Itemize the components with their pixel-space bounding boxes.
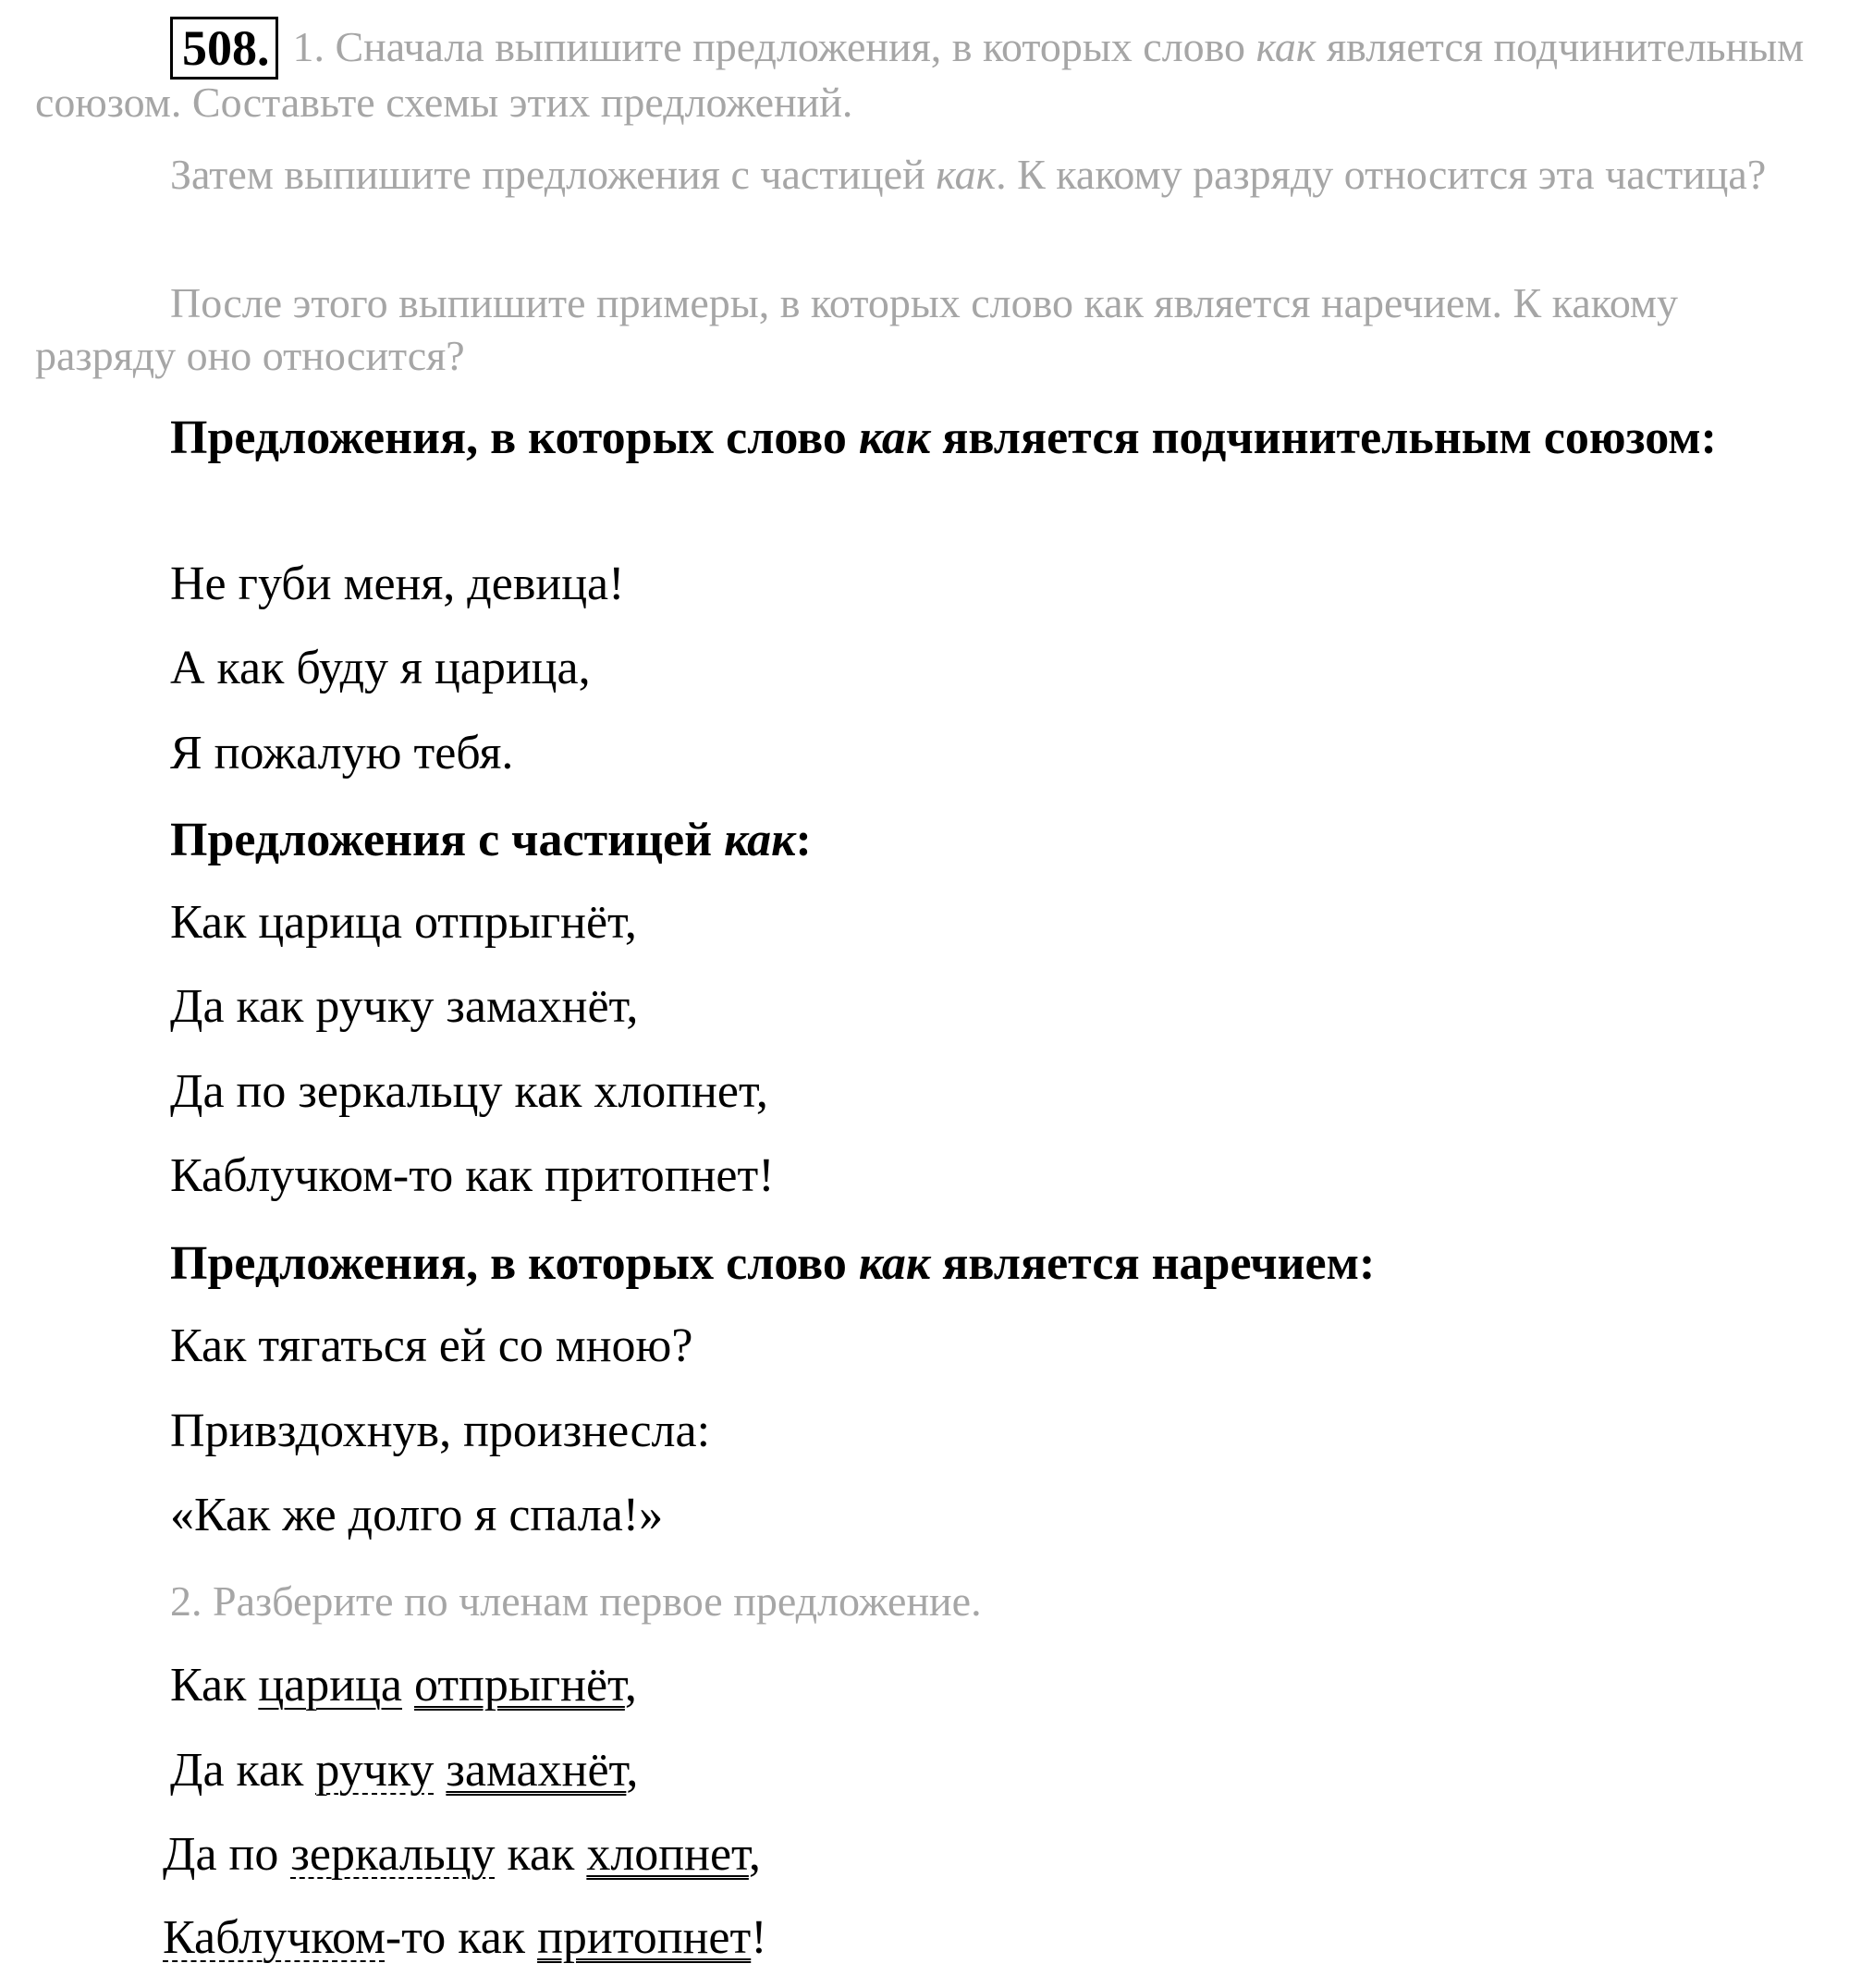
section-3-line: «Как же долго я спала!» [170,1489,664,1541]
predicate-word: хлопнет [586,1828,749,1881]
section-1-line: А как буду я царица, [170,642,591,694]
object-word: ручку [315,1744,435,1797]
parsing-word: -то как [385,1911,538,1964]
section-2-line: Каблучком-то как притопнет! [170,1149,775,1202]
parsing-word: Как [170,1659,259,1712]
parsing-space [434,1744,446,1797]
task-1 [35,13,1819,129]
predicate-word: замахнёт [446,1744,627,1797]
section-2-line: Как царица отпрыгнёт, [170,896,637,949]
exercise-number: 508. [170,17,278,80]
parsing-line-1 [170,1658,637,1713]
predicate-word: отпрыгнёт [414,1659,625,1712]
section-1-heading-kak: как [858,411,931,464]
parsing-punct: , [624,1659,637,1712]
circumstance-word: Каблучком [163,1911,386,1964]
section-3-heading-b: является наречием: [930,1237,1376,1290]
task-2 [35,148,1819,201]
section-1-line: Не губи меня, девица! [170,558,625,610]
task-2-text-b: . К какому разряду относится эта частица? [996,151,1767,198]
parsing-line-3 [163,1827,761,1883]
task-4: 2. Разберите по членам первое предложение. [170,1577,982,1625]
parsing-word: как [495,1828,587,1881]
section-2-line: Да по зеркальцу как хлопнет, [170,1065,768,1118]
task-2-text-a: Затем выпишите предложения с частицей [170,151,937,198]
section-2-heading-a: Предложения с частицей [170,814,725,866]
section-1-heading-b: является подчинительным союзом: [930,411,1717,464]
parsing-word: Да как [170,1744,316,1797]
task-1-text-b: является подчинительным союзом. Составьте схемы этих предложений. [35,23,1805,126]
section-3-heading [170,1233,1375,1295]
section-3-line: Как тягаться ей со мною? [170,1319,693,1372]
task-1-kak: как [1255,23,1316,70]
section-3-heading-a: Предложения, в которых слово [170,1237,859,1290]
parsing-word: Да по [163,1828,291,1881]
section-1-heading-a: Предложения, в которых слово [170,411,859,464]
section-3-heading-kak: как [858,1237,931,1290]
task-3 [35,276,1819,382]
section-2-heading-b: : [795,814,812,866]
section-2-line: Да как ручку замахнёт, [170,980,639,1033]
parsing-space [402,1659,414,1712]
section-1-heading [35,408,1819,469]
task-1-text-a: 1. Сначала выпишите предложения, в которых слово [292,23,1256,70]
predicate-word: притопнет [537,1911,752,1964]
subject-word: царица [258,1659,402,1712]
parsing-line-2 [170,1743,638,1798]
section-2-heading [170,810,812,871]
section-2-heading-kak: как [724,814,796,866]
section-1-line: Я пожалую тебя. [170,727,514,779]
parsing-line-4 [163,1910,767,1966]
parsing-punct: , [748,1828,761,1881]
task-3-text: После этого выпишите примеры, в которых слово как является наречием. К какому разряду оно относится? [35,279,1679,379]
object-word: зеркальцу [290,1828,496,1881]
section-3-line: Привздохнув, произнесла: [170,1405,711,1457]
task-2-kak: как [936,151,997,198]
parsing-punct: ! [751,1911,767,1964]
parsing-punct: , [626,1744,639,1797]
